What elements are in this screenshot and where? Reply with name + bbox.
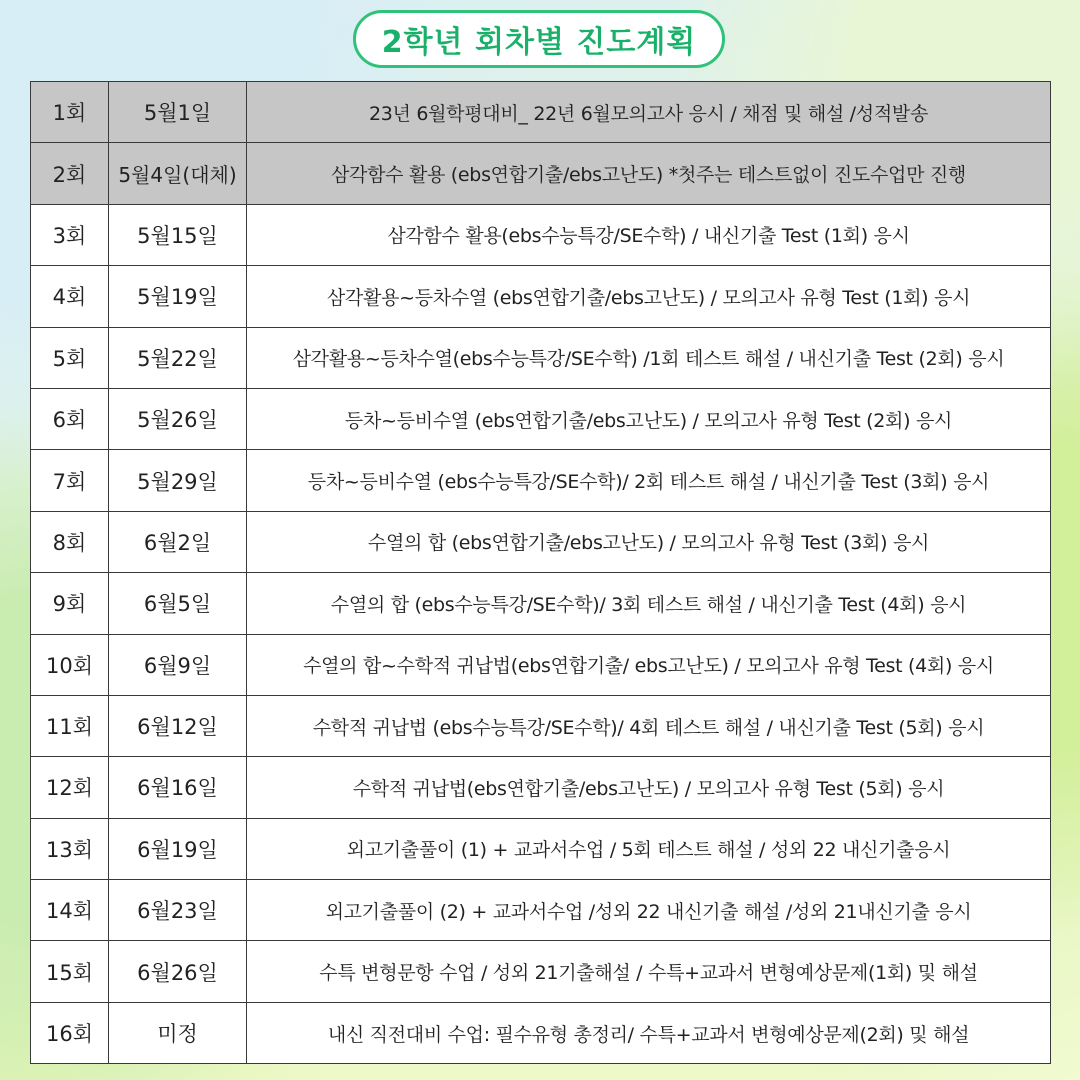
date-cell: 5월22일 [109, 327, 247, 388]
content-cell: 삼각함수 활용 (ebs연합기출/ebs고난도) *첫주는 테스트없이 진도수업만 진행 [247, 143, 1051, 204]
date-cell: 6월16일 [109, 757, 247, 818]
session-cell: 3회 [31, 204, 109, 265]
table-row [31, 1002, 1051, 1063]
session-cell: 12회 [31, 757, 109, 818]
date-cell: 5월1일 [109, 82, 247, 143]
date-cell: 6월2일 [109, 511, 247, 572]
date-cell: 5월4일(대체) [109, 143, 247, 204]
content-cell: 수열의 합~수학적 귀납법(ebs연합기출/ ebs고난도) / 모의고사 유형 Test (4회) 응시 [247, 634, 1051, 695]
table-row [31, 695, 1051, 756]
table-row [31, 880, 1051, 941]
session-cell: 14회 [31, 880, 109, 941]
session-cell: 8회 [31, 511, 109, 572]
content-cell: 수특 변형문항 수업 / 성외 21기출해설 / 수특+교과서 변형예상문제(1회) 및 해설 [247, 941, 1051, 1002]
content-cell: 내신 직전대비 수업: 필수유형 총정리/ 수특+교과서 변형예상문제(2회) 및 해설 [247, 1002, 1051, 1063]
date-cell: 6월12일 [109, 695, 247, 756]
page-title-badge [353, 10, 725, 68]
content-cell: 수열의 합 (ebs연합기출/ebs고난도) / 모의고사 유형 Test (3회) 응시 [247, 511, 1051, 572]
date-cell: 미정 [109, 1002, 247, 1063]
content-cell: 삼각활용~등차수열 (ebs연합기출/ebs고난도) / 모의고사 유형 Test (1회) 응시 [247, 266, 1051, 327]
session-cell: 5회 [31, 327, 109, 388]
date-cell: 6월9일 [109, 634, 247, 695]
date-cell: 5월29일 [109, 450, 247, 511]
session-cell: 10회 [31, 634, 109, 695]
date-cell: 5월15일 [109, 204, 247, 265]
session-cell: 11회 [31, 695, 109, 756]
table-row [31, 573, 1051, 634]
date-cell: 5월19일 [109, 266, 247, 327]
session-cell: 15회 [31, 941, 109, 1002]
content-cell: 등차~등비수열 (ebs연합기출/ebs고난도) / 모의고사 유형 Test (2회) 응시 [247, 388, 1051, 449]
content-cell: 23년 6월학평대비_ 22년 6월모의고사 응시 / 채점 및 해설 /성적발송 [247, 82, 1051, 143]
table-row [31, 204, 1051, 265]
content-cell: 외고기출풀이 (2) + 교과서수업 /성외 22 내신기출 해설 /성외 21내신기출 응시 [247, 880, 1051, 941]
page-title: 2학년 회차별 진도계획 [381, 25, 697, 60]
table-row [31, 634, 1051, 695]
date-cell: 6월23일 [109, 880, 247, 941]
content-cell: 삼각활용~등차수열(ebs수능특강/SE수학) /1회 테스트 해설 / 내신기출 Test (2회) 응시 [247, 327, 1051, 388]
session-cell: 1회 [31, 82, 109, 143]
date-cell: 6월19일 [109, 818, 247, 879]
session-cell: 4회 [31, 266, 109, 327]
schedule-table [30, 81, 1051, 1064]
table-row [31, 327, 1051, 388]
table-row [31, 266, 1051, 327]
date-cell: 6월5일 [109, 573, 247, 634]
session-cell: 6회 [31, 388, 109, 449]
table-row [31, 941, 1051, 1002]
table-row [31, 82, 1051, 143]
table-row [31, 511, 1051, 572]
date-cell: 6월26일 [109, 941, 247, 1002]
table-row [31, 388, 1051, 449]
session-cell: 7회 [31, 450, 109, 511]
content-cell: 외고기출풀이 (1) + 교과서수업 / 5회 테스트 해설 / 성외 22 내신기출응시 [247, 818, 1051, 879]
session-cell: 9회 [31, 573, 109, 634]
table-row [31, 757, 1051, 818]
content-cell: 등차~등비수열 (ebs수능특강/SE수학)/ 2회 테스트 해설 / 내신기출 Test (3회) 응시 [247, 450, 1051, 511]
content-cell: 수열의 합 (ebs수능특강/SE수학)/ 3회 테스트 해설 / 내신기출 Test (4회) 응시 [247, 573, 1051, 634]
content-cell: 삼각함수 활용(ebs수능특강/SE수학) / 내신기출 Test (1회) 응시 [247, 204, 1051, 265]
content-cell: 수학적 귀납법 (ebs수능특강/SE수학)/ 4회 테스트 해설 / 내신기출 Test (5회) 응시 [247, 695, 1051, 756]
table-row [31, 143, 1051, 204]
session-cell: 13회 [31, 818, 109, 879]
date-cell: 5월26일 [109, 388, 247, 449]
table-row [31, 818, 1051, 879]
content-cell: 수학적 귀납법(ebs연합기출/ebs고난도) / 모의고사 유형 Test (5회) 응시 [247, 757, 1051, 818]
table-row [31, 450, 1051, 511]
session-cell: 2회 [31, 143, 109, 204]
session-cell: 16회 [31, 1002, 109, 1063]
